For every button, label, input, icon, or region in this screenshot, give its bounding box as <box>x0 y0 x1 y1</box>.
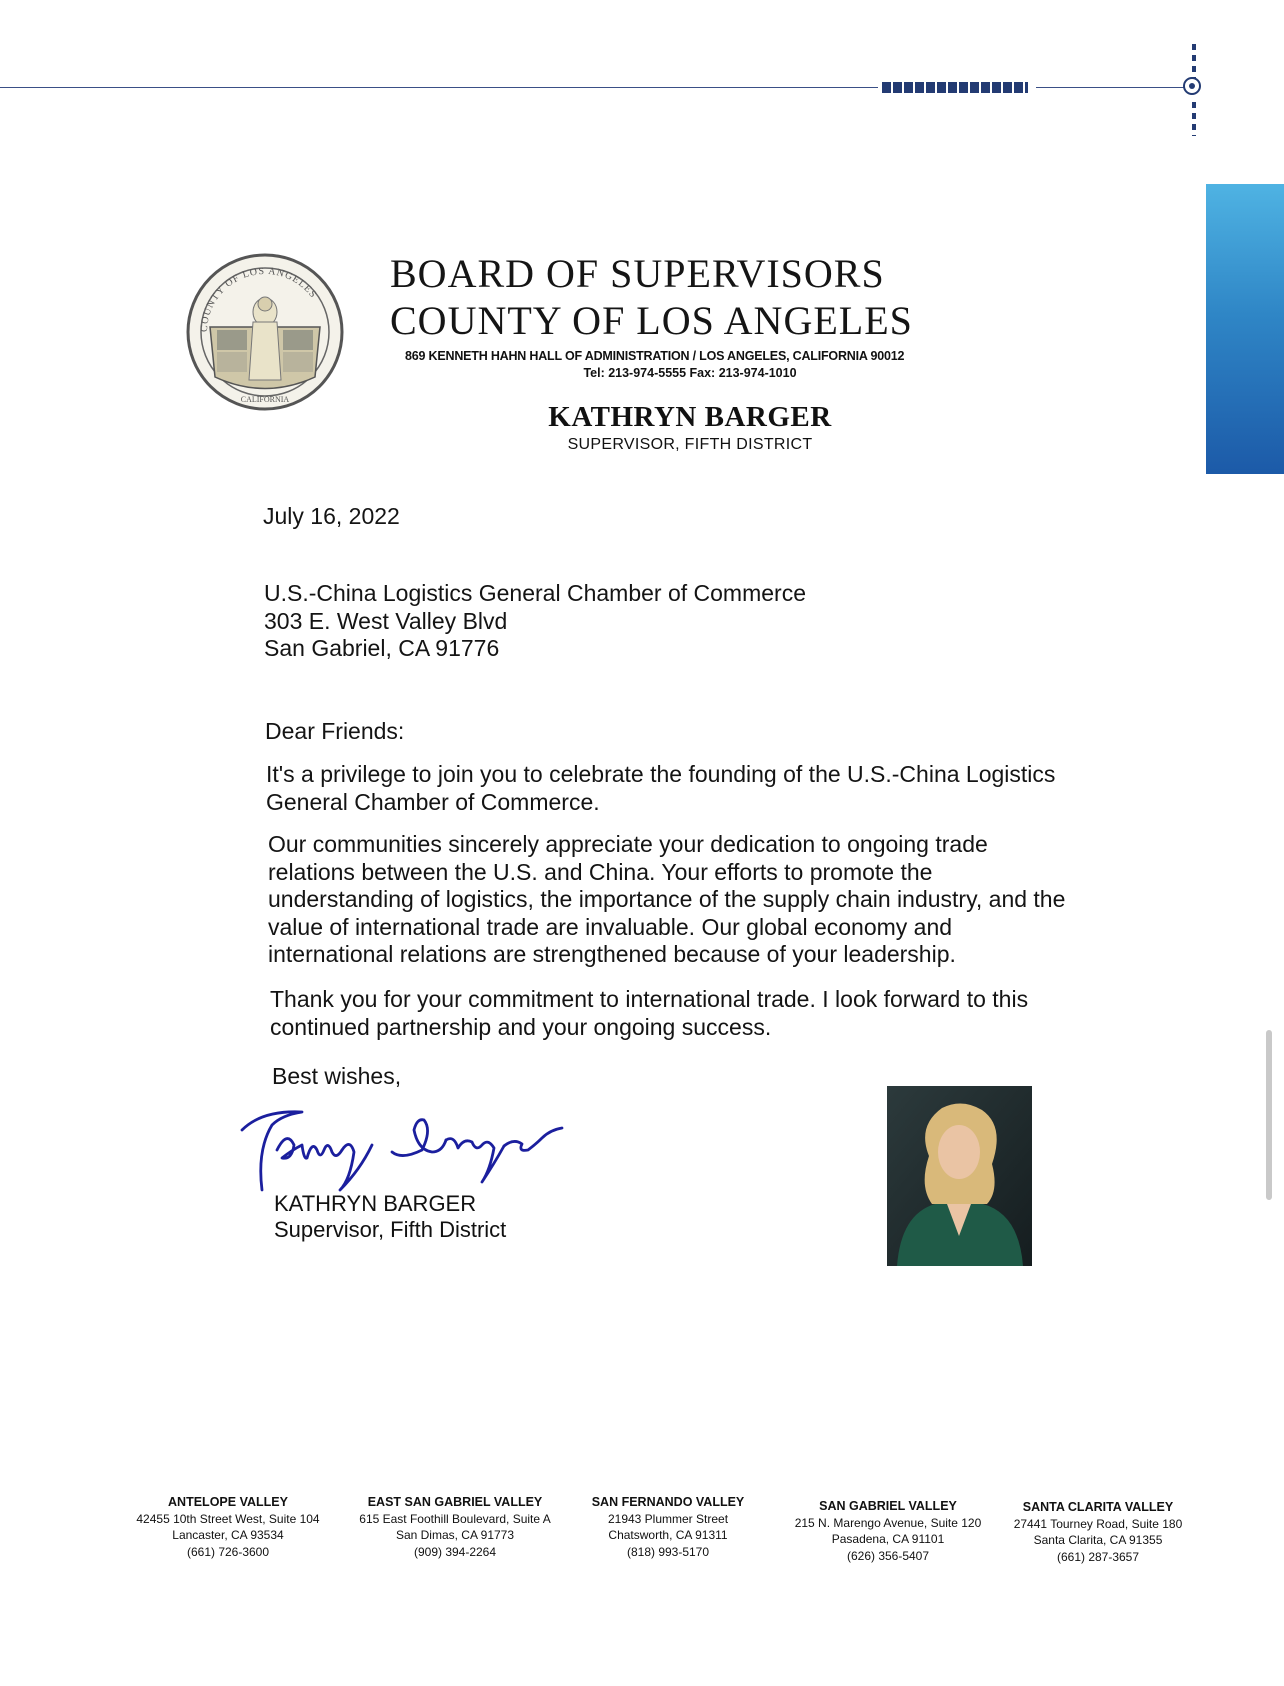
recipient-line: 303 E. West Valley Blvd <box>264 607 508 634</box>
office-antelope-valley <box>118 1494 338 1560</box>
office-name: SAN FERNANDO VALLEY <box>591 1495 745 1509</box>
office-phone: (626) 356-5407 <box>846 1548 930 1563</box>
target-icon <box>1183 77 1201 95</box>
recipient-address <box>264 580 806 663</box>
letter-date: July 16, 2022 <box>263 503 400 529</box>
office-name: SANTA CLARITA VALLEY <box>1022 1500 1174 1514</box>
svg-text:CALIFORNIA: CALIFORNIA <box>240 395 290 404</box>
blue-side-band <box>1206 184 1284 474</box>
office-san-gabriel-valley <box>778 1498 998 1564</box>
top-divider-line <box>0 87 878 88</box>
office-east-san-gabriel-valley <box>345 1494 565 1560</box>
office-santa-clarita-valley <box>998 1499 1198 1565</box>
supervisor-portrait-photo <box>887 1086 1032 1266</box>
office-street: 21943 Plummer Street <box>607 1511 729 1526</box>
letterhead-address: 869 KENNETH HAHN HALL OF ADMINISTRATION / LOS ANGELES, CALIFORNIA 90012 <box>405 349 905 363</box>
office-phone: (661) 287-3657 <box>1056 1549 1140 1564</box>
salutation: Dear Friends: <box>265 718 405 744</box>
office-name: SAN GABRIEL VALLEY <box>819 1499 957 1513</box>
letterhead-phone-fax: Tel: 213-974-5555 Fax: 213-974-1010 <box>583 366 797 380</box>
office-city: San Dimas, CA 91773 <box>395 1528 515 1542</box>
body-paragraph: It's a privilege to join you to celebrate the founding of the U.S.-China Logistics General Chamber of Commerce. <box>266 761 1056 815</box>
signature-title: Supervisor, Fifth District <box>274 1217 507 1242</box>
office-phone: (661) 726-3600 <box>186 1544 270 1559</box>
office-phone: (818) 993-5170 <box>626 1544 710 1559</box>
office-city: Lancaster, CA 93534 <box>172 1528 284 1542</box>
top-divider-dashes <box>882 82 1028 93</box>
office-phone: (909) 394-2264 <box>413 1544 497 1559</box>
recipient-line: San Gabriel, CA 91776 <box>264 635 500 661</box>
closing: Best wishes, <box>272 1063 402 1089</box>
body-paragraph: Our communities sincerely appreciate your dedication to ongoing trade relations between the U.S. and China. Your efforts to promote the understanding of logistics, the importance of the supply chain industry, and the value of international trade are invaluable. Our global economy and international relations are strengthened because of your leadership. <box>268 831 1066 967</box>
supervisor-title: SUPERVISOR, FIFTH DISTRICT <box>567 436 813 453</box>
office-name: ANTELOPE VALLEY <box>168 1495 288 1509</box>
office-street: 42455 10th Street West, Suite 104 <box>136 1511 320 1526</box>
handwritten-signature <box>232 1090 612 1200</box>
office-city: Santa Clarita, CA 91355 <box>1033 1533 1163 1547</box>
body-paragraph: Thank you for your commitment to international trade. I look forward to this continued partnership and your ongoing success. <box>270 986 1029 1040</box>
scrollbar[interactable] <box>1266 1030 1272 1200</box>
vertical-dots-top <box>1192 44 1196 78</box>
recipient-line: U.S.-China Logistics General Chamber of Commerce <box>264 580 806 606</box>
office-city: Pasadena, CA 91101 <box>831 1532 945 1546</box>
office-name: EAST SAN GABRIEL VALLEY <box>367 1495 543 1509</box>
office-street: 27441 Tourney Road, Suite 180 <box>1013 1516 1183 1531</box>
office-san-fernando-valley <box>568 1494 768 1560</box>
supervisor-name: KATHRYN BARGER <box>548 401 832 433</box>
top-divider-line-right <box>1036 87 1184 88</box>
signature-name: KATHRYN BARGER <box>274 1191 477 1216</box>
letterhead-line2: COUNTY OF LOS ANGELES <box>390 298 913 343</box>
office-street: 215 N. Marengo Avenue, Suite 120 <box>794 1515 982 1530</box>
district-offices <box>128 1494 1218 1574</box>
letterhead-line1: BOARD OF SUPERVISORS <box>390 251 885 296</box>
signature-block <box>274 1191 506 1243</box>
vertical-dots-bottom <box>1192 102 1196 136</box>
office-city: Chatsworth, CA 91311 <box>608 1528 728 1542</box>
county-seal-icon <box>185 252 345 412</box>
svg-text:COUNTY OF LOS ANGELES: COUNTY OF LOS ANGELES <box>198 265 319 333</box>
office-street: 615 East Foothill Boulevard, Suite A <box>359 1511 551 1526</box>
